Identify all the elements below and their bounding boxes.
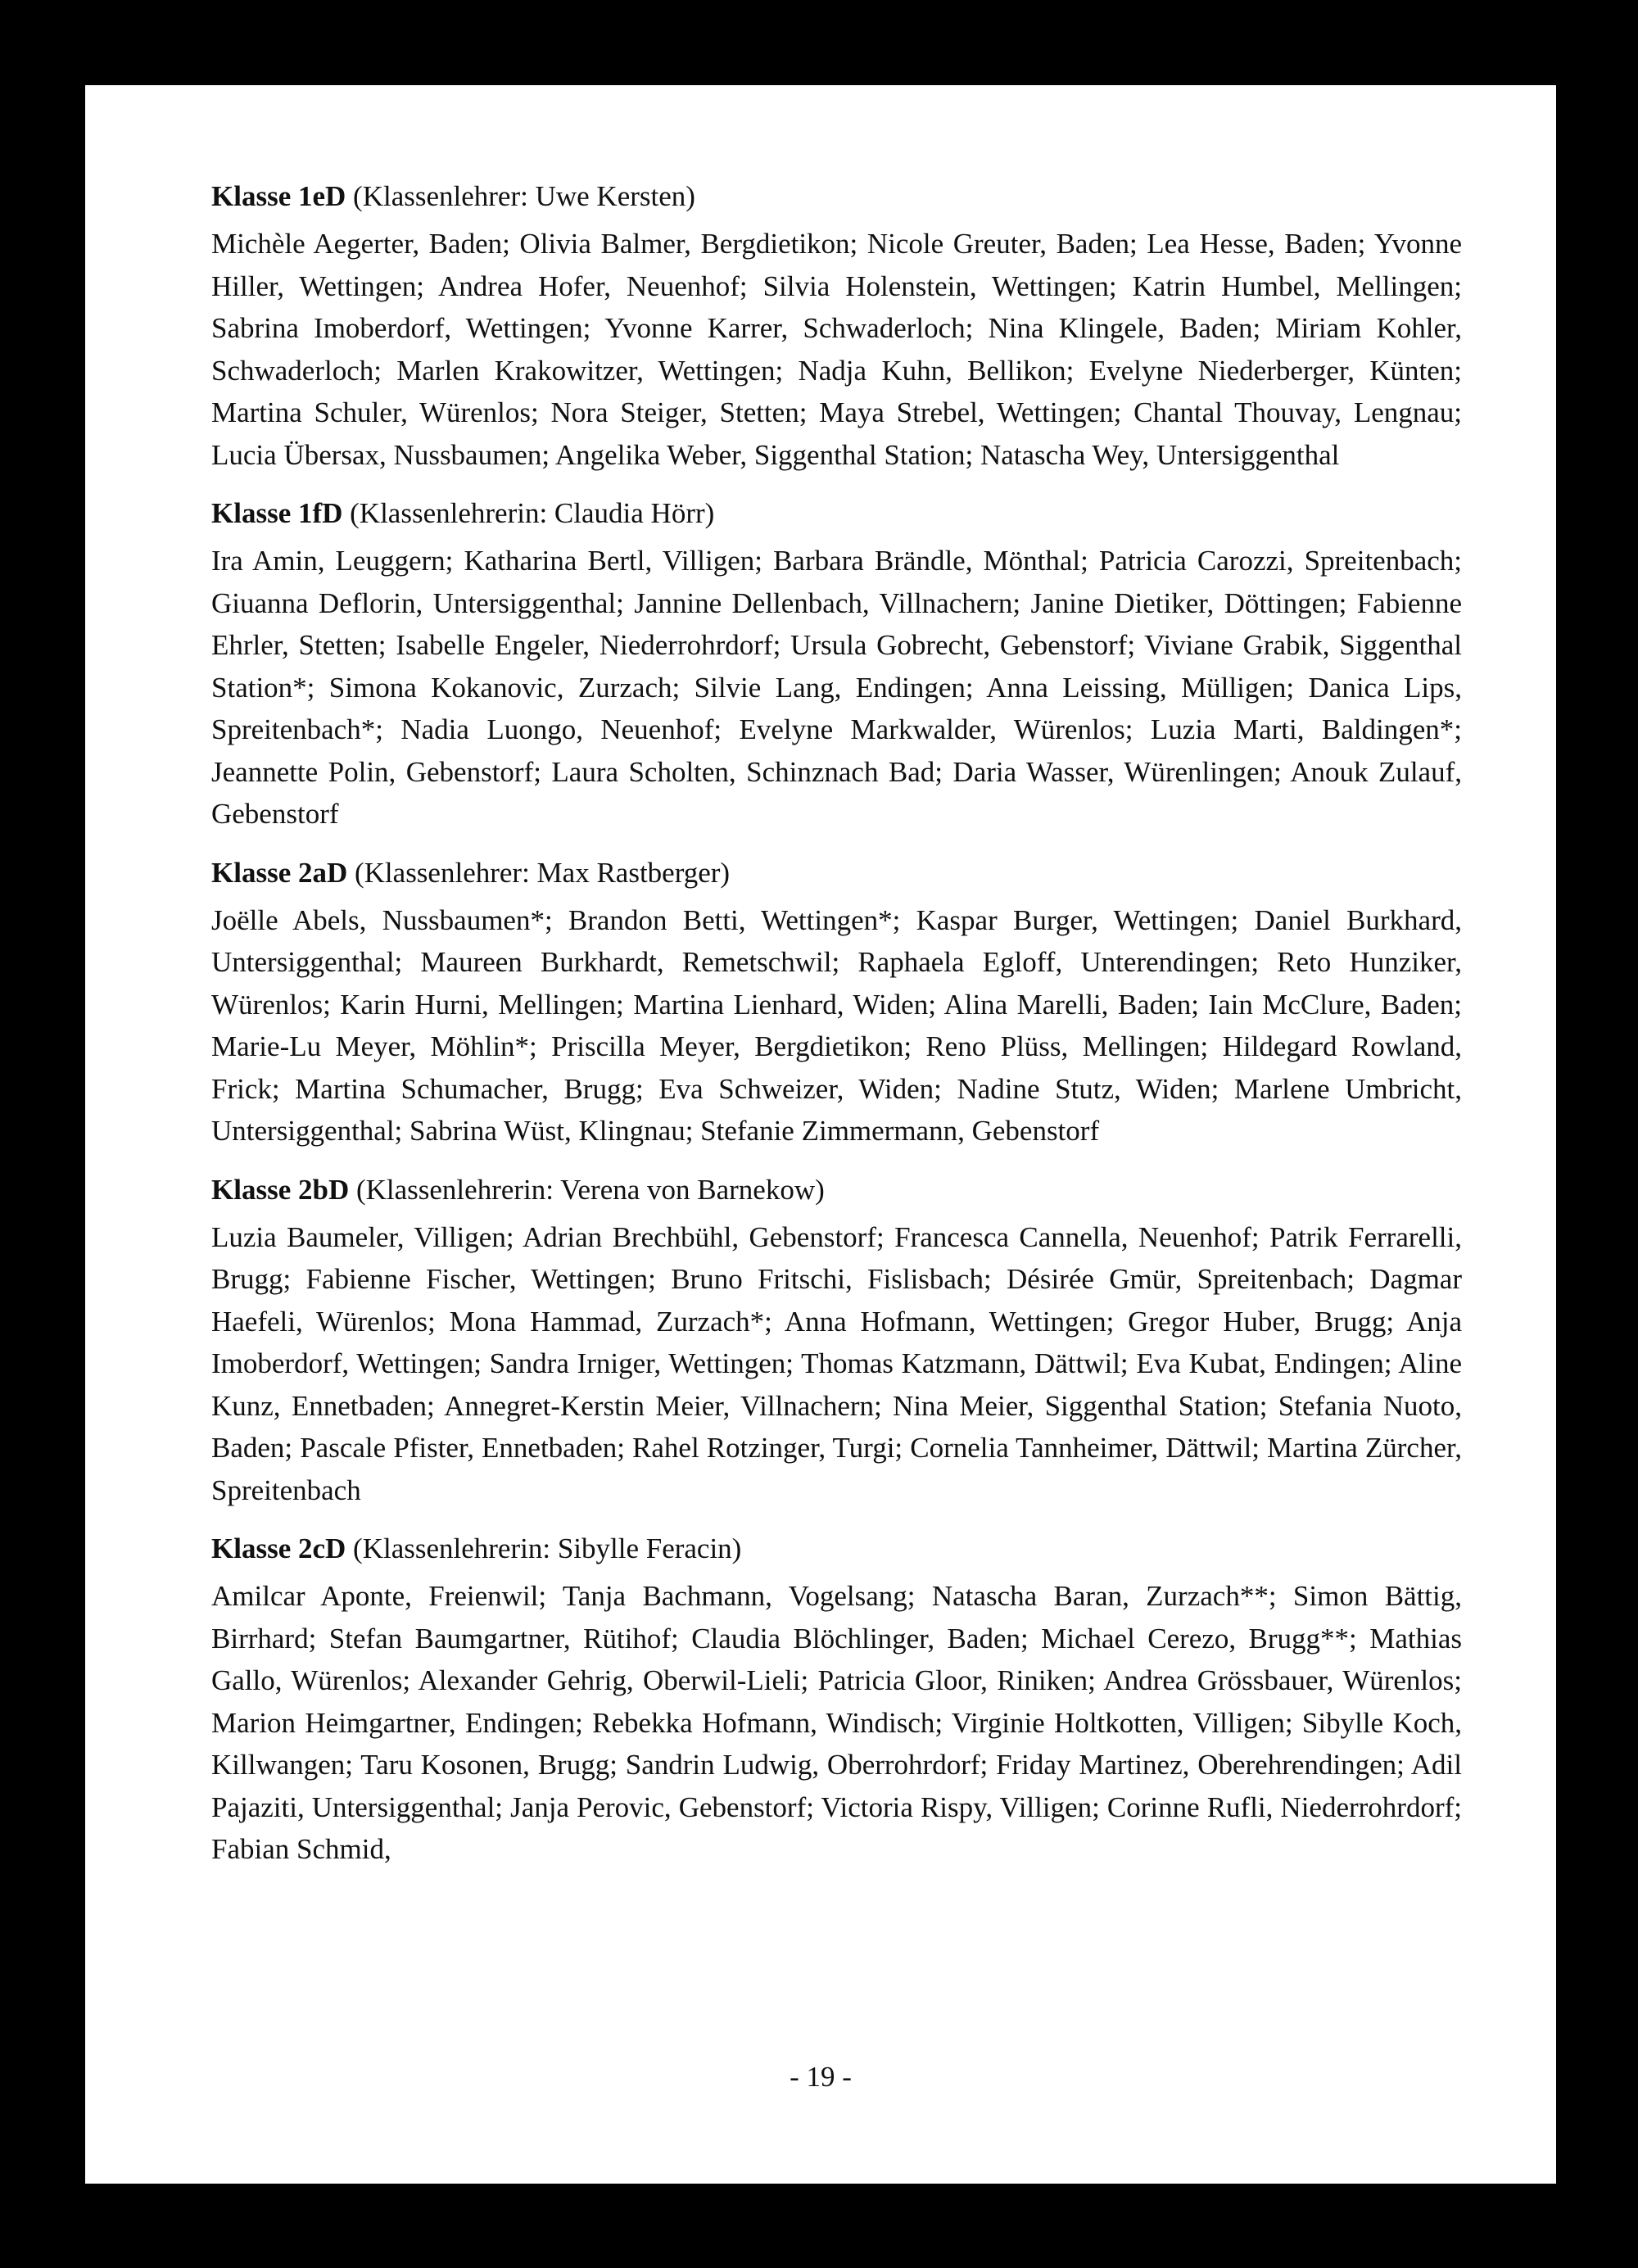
class-section-1fD	[211, 494, 1462, 835]
class-teacher: (Klassenlehrer: Max Rastberger)	[355, 856, 731, 889]
class-teacher: (Klassenlehrerin: Claudia Hörr)	[350, 497, 715, 529]
class-heading	[211, 853, 1462, 893]
page-number: - 19 -	[790, 2061, 852, 2093]
class-section-2cD	[211, 1529, 1462, 1871]
class-teacher: (Klassenlehrerin: Sibylle Feracin)	[353, 1532, 742, 1564]
student-list: Ira Amin, Leuggern; Katharina Bertl, Villigen; Barbara Brändle, Mönthal; Patricia Carozzi, Spreitenbach; Giuanna Deflorin, Untersiggenthal; Jannine Dellenbach, Villnachern; Janine Dietiker, Döttingen; Fabienne Ehrler, Stetten; Isabelle Engeler, Niederrohrdorf; Ursula Gobrecht, Gebenstorf; Viviane Grabik, Siggenthal Station*; Simona Kokanovic, Zurzach; Silvie Lang, Endingen; Anna Leissing, Mülligen; Danica Lips, Spreitenbach*; Nadia Luongo, Neuenhof; Evelyne Markwalder, Würenlos; Luzia Marti, Baldingen*; Jeannette Polin, Gebenstorf; Laura Scholten, Schinznach Bad; Daria Wasser, Würenlingen; Anouk Zulauf, Gebenstorf	[211, 545, 1462, 830]
student-list: Luzia Baumeler, Villigen; Adrian Brechbühl, Gebenstorf; Francesca Cannella, Neuenhof; Patrik Ferrarelli, Brugg; Fabienne Fischer, Wettingen; Bruno Fritschi, Fislisbach; Désirée Gmür, Spreitenbach; Dagmar Haefeli, Würenlos; Mona Hammad, Zurzach*; Anna Hofmann, Wettingen; Gregor Huber, Brugg; Anja Imoberdorf, Wettingen; Sandra Irniger, Wettingen; Thomas Katzmann, Dättwil; Eva Kubat, Endingen; Aline Kunz, Ennetbaden; Annegret-Kerstin Meier, Villnachern; Nina Meier, Siggenthal Station; Stefania Nuoto, Baden; Pascale Pfister, Ennetbaden; Rahel Rotzinger, Turgi; Cornelia Tannheimer, Dättwil; Martina Zürcher, Spreitenbach	[211, 1220, 1462, 1506]
class-label: Klasse 1fD	[211, 497, 343, 529]
student-list: Amilcar Aponte, Freienwil; Tanja Bachmann, Vogelsang; Natascha Baran, Zurzach**; Simon Bättig, Birrhard; Stefan Baumgartner, Rütihof; Claudia Blöchlinger, Baden; Michael Cerezo, Brugg**; Mathias Gallo, Würenlos; Alexander Gehrig, Oberwil-Lieli; Patricia Gloor, Riniken; Andrea Grössbauer, Würenlos; Marion Heimgartner, Endingen; Rebekka Hofmann, Windisch; Virginie Holtkotten, Villigen; Sibylle Koch, Killwangen; Taru Kosonen, Brugg; Sandrin Ludwig, Oberrohrdorf; Friday Martinez, Oberehrendingen; Adil Pajaziti, Untersiggenthal; Janja Perovic, Gebenstorf; Victoria Rispy, Villigen; Corinne Rufli, Niederrohrdorf; Fabian Schmid,	[211, 1580, 1462, 1865]
class-section-2aD	[211, 853, 1462, 1152]
student-list: Joëlle Abels, Nussbaumen*; Brandon Betti, Wettingen*; Kaspar Burger, Wettingen; Daniel Burkhard, Untersiggenthal; Maureen Burkhardt, Remetschwil; Raphaela Egloff, Unterendingen; Reto Hunziker, Würenlos; Karin Hurni, Mellingen; Martina Lienhard, Widen; Alina Marelli, Baden; Iain McClure, Baden; Marie-Lu Meyer, Möhlin*; Priscilla Meyer, Bergdietikon; Reno Plüss, Mellingen; Hildegard Rowland, Frick; Martina Schumacher, Brugg; Eva Schweizer, Widen; Nadine Stutz, Widen; Marlene Umbricht, Untersiggenthal; Sabrina Wüst, Klingnau; Stefanie Zimmermann, Gebenstorf	[211, 903, 1462, 1147]
class-section-1eD	[211, 177, 1462, 476]
class-teacher: (Klassenlehrerin: Verena von Barnekow)	[355, 1173, 825, 1206]
document-page	[85, 85, 1556, 2184]
class-teacher: (Klassenlehrer: Uwe Kersten)	[353, 180, 695, 212]
class-heading	[211, 1529, 1462, 1569]
class-label: Klasse 2aD	[211, 856, 348, 889]
student-list: Michèle Aegerter, Baden; Olivia Balmer, Bergdietikon; Nicole Greuter, Baden; Lea Hesse, Baden; Yvonne Hiller, Wettingen; Andrea Hofer, Neuenhof; Silvia Holenstein, Wettingen; Katrin Humbel, Mellingen; Sabrina Imoberdorf, Wettingen; Yvonne Karrer, Schwaderloch; Nina Klingele, Baden; Miriam Kohler, Schwaderloch; Marlen Krakowitzer, Wettingen; Nadja Kuhn, Bellikon; Evelyne Niederberger, Künten; Martina Schuler, Würenlos; Nora Steiger, Stetten; Maya Strebel, Wettingen; Chantal Thouvay, Lengnau; Lucia Übersax, Nussbaumen; Angelika Weber, Siggenthal Station; Natascha Wey, Untersiggenthal	[211, 228, 1462, 471]
class-label: Klasse 1eD	[211, 180, 346, 212]
class-section-2bD	[211, 1170, 1462, 1512]
class-heading	[211, 494, 1462, 533]
class-heading	[211, 177, 1462, 216]
class-label: Klasse 2cD	[211, 1532, 346, 1564]
page-content	[211, 177, 1462, 1889]
class-label: Klasse 2bD	[211, 1173, 350, 1206]
class-heading	[211, 1170, 1462, 1210]
